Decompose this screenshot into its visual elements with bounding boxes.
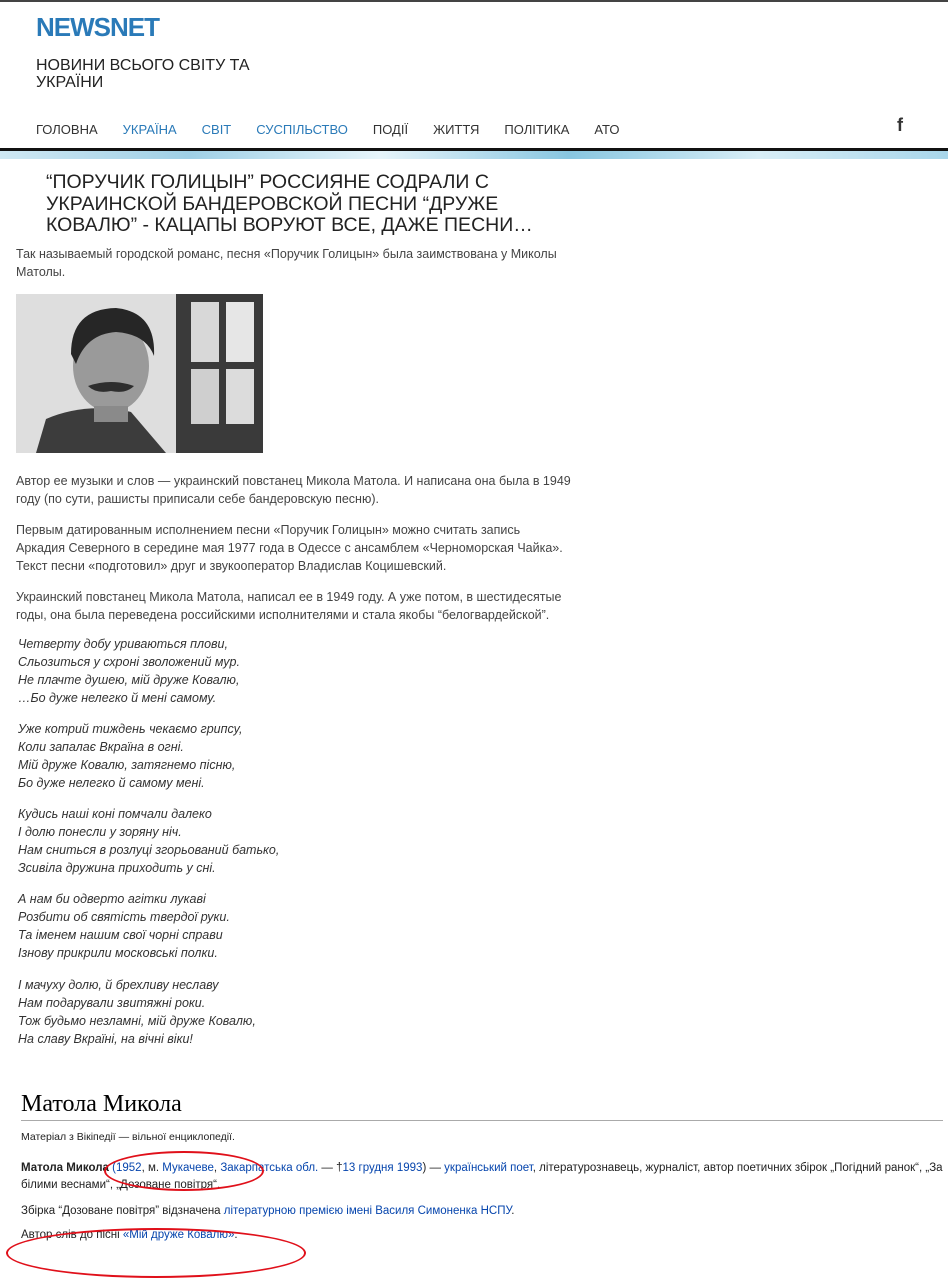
wiki-link-death-date[interactable]: 13 грудня [342,1162,394,1174]
wiki-died-close: ) — [422,1162,445,1174]
nav-item-events[interactable]: ПОДІЇ [372,122,409,137]
poem-line: Бо дуже нелегко й самому мені. [18,776,205,790]
nav-item-ato[interactable]: АТО [594,122,620,137]
main-nav [36,122,645,137]
poem-line: Сльозиться у схроні зволожений мур. [18,655,240,669]
top-border [0,0,948,2]
poem-line: Четверту добу уриваються плови, [18,637,228,651]
wiki-link-city[interactable]: Мукачеве [162,1162,214,1174]
article-paragraph-1: Автор ее музыки и слов — украинский повстанец Микола Матола. И написана она была в 1949 году (по сути, рашисты приписали себе бандеровскую песню). [16,474,571,506]
nav-item-society[interactable]: СУСПІЛЬСТВО [256,122,348,137]
poem-line: Тож будьмо незламні, мій друже Ковалю, [18,1014,256,1028]
highlight-ellipse-song [6,1228,306,1278]
poem-line: Кудись наші коні помчали далеко [18,807,212,821]
wiki-born-open: ( [112,1162,116,1174]
wiki-source-note: Матеріал з Вікіпедії — вільної енциклопедії. [21,1131,235,1143]
wiki-link-death-year[interactable]: 1993 [396,1162,423,1174]
site-tagline: НОВИНИ ВСЬОГО СВІТУ ТА УКРАЇНИ [36,57,250,91]
poem-line: На славу Вкраїні, на вічні віки! [18,1032,193,1046]
wiki-award-prefix: Збірка “Дозоване повітря” відзначена [21,1205,224,1217]
poem-stanza-2 [18,720,418,792]
poem-line: І долю понесли у зоряну ніч. [18,825,182,839]
wiki-song-end: . [234,1229,238,1241]
poem-line: Не плачте душею, мій друже Ковалю, [18,673,240,687]
header-banner [0,148,948,159]
facebook-icon[interactable]: f [897,115,903,135]
poem-stanza-4 [18,890,418,962]
wiki-award-end: . [511,1205,515,1217]
wiki-link-nspu[interactable]: НСПУ [480,1205,512,1217]
nav-item-ukraine[interactable]: УКРАЇНА [122,122,177,137]
article-paragraph-3: Украинский повстанец Микола Матола, написал ее в 1949 году. А уже потом, в шестидесятые годы, она была переведена российскими исполнителями и стала якобы “белогвардейской”. [16,590,562,622]
wiki-link-award[interactable]: літературною премією імені Василя Симоненка [223,1205,478,1217]
wiki-award [21,1203,946,1220]
article-intro: Так называемый городской романс, песня «Поручик Голицын» была заимствована у Миколы Матолы. [16,247,557,279]
poem-stanza-1 [18,635,418,707]
poem-line: Зсивіла дружина приходить у сні. [18,861,216,875]
poem-line: Нам подарували звитяжні роки. [18,996,206,1010]
wiki-link-born-year[interactable]: 1952 [115,1162,142,1174]
poem-line: Нам сниться в розлуці згорьований батько, [18,843,280,857]
portrait-photo-illustration [16,294,263,453]
article-photo [16,294,263,453]
poem-line: Мій друже Ковалю, затягнемо пісню, [18,758,236,772]
wiki-link-song[interactable]: «Мій друже Ковалю» [122,1229,235,1241]
article-paragraph-2: Первым датированным исполнением песни «Поручик Голицын» можно считать запись Аркадия Северного в середине мая 1977 года в Одессе с ансамблем «Черноморская Чайка». Текст песни «подготовил» друг и звукооператор Владислав Коцишевский. [16,523,563,573]
nav-item-world[interactable]: СВІТ [201,122,232,137]
poem-line: І мачуху долю, й брехливу неславу [18,978,219,992]
article-title: “ПОРУЧИК ГОЛИЦЫН” РОССИЯНЕ СОДРАЛИ С УКРАИНСКОЙ БАНДЕРОВСКОЙ ПЕСНИ “ДРУЖЕ КОВАЛЮ” - КАЦАПЫ ВОРУЮТ ВСЕ, ДАЖЕ ПЕСНИ… [46,171,533,236]
wiki-link-region[interactable]: Закарпатська обл. [220,1162,319,1174]
poem-line: Коли запалає Вкраїна в огні. [18,740,184,754]
highlight-ellipse-birth [104,1151,264,1191]
nav-item-home[interactable]: ГОЛОВНА [36,122,98,137]
nav-item-life[interactable]: ЖИТТЯ [433,122,480,137]
poem-line: Розбити об святість твердої руки. [18,910,230,924]
poem-line: А нам би одверто агітки лукаві [18,892,206,906]
wiki-heading: Матола Микола [21,1091,943,1121]
wiki-link-profession[interactable]: поет [510,1162,533,1174]
wiki-link-nationality[interactable]: український [444,1162,507,1174]
wiki-bio-rest: , літературознавець, журналіст, автор поетичних збірок „Погідний ранок“, „За білими веснами“, „Дозоване повітря“. [21,1162,943,1191]
poem-line: Ізнову прикрили московські полки. [18,946,218,960]
site-logo[interactable]: NEWSNET [36,12,159,42]
poem-line: Уже котрий тиждень чекаємо грипсу, [18,722,243,736]
nav-item-politics[interactable]: ПОЛІТИКА [504,122,570,137]
wiki-died-sep: — † [318,1162,343,1174]
wiki-born-sep: , [213,1162,221,1174]
poem-stanza-3 [18,805,418,877]
poem-line: …Бо дуже нелегко й мені самому. [18,691,217,705]
poem-line: Та іменем нашим свої чорні справи [18,928,223,942]
wiki-song-prefix: Автор слів до пісні [21,1229,123,1241]
poem-stanza-5 [18,976,418,1048]
wiki-person-name: Матола Микола [21,1162,109,1174]
wiki-born-place-prefix: , м. [141,1162,163,1174]
